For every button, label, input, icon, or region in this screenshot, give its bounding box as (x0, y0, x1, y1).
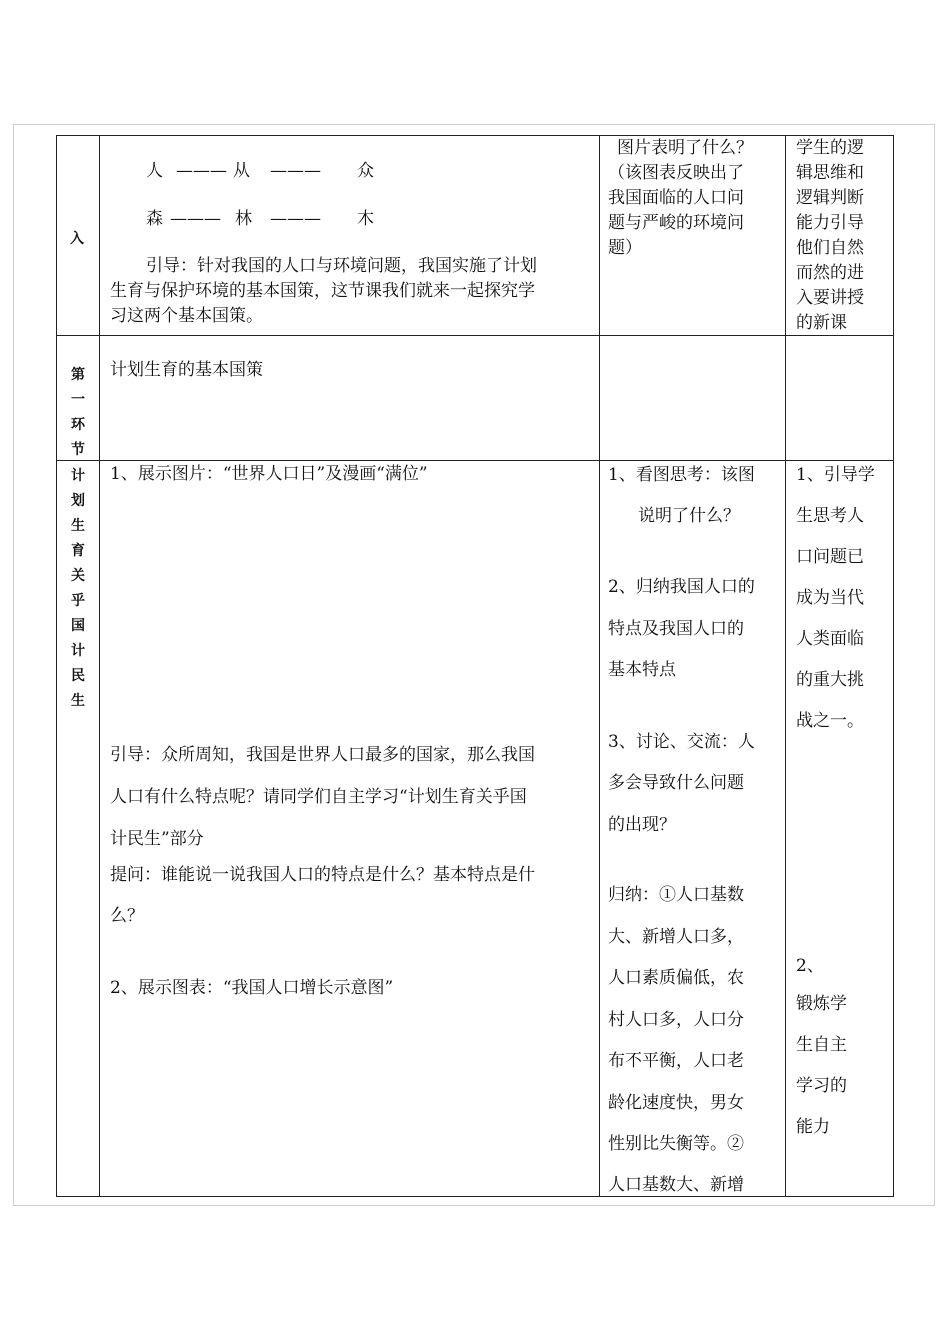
row-divider-2 (56, 460, 894, 461)
row1-side-label: 入 (70, 231, 84, 247)
table-border-left (56, 135, 57, 1197)
item1-text: 1、展示图片：“世界人口日”及漫画“满位” (110, 464, 428, 484)
col-divider-1 (99, 135, 100, 1197)
col-divider-3 (785, 135, 786, 1197)
item2-text: 2、展示图表：“我国人口增长示意图” (110, 978, 394, 998)
table-border-right (893, 135, 894, 1197)
row2-title: 计划生育的基本国策 (110, 360, 263, 380)
table-border-top (56, 135, 894, 136)
table-border-bottom (56, 1196, 894, 1197)
row-divider-1 (56, 335, 894, 336)
col-divider-2 (599, 135, 600, 1197)
